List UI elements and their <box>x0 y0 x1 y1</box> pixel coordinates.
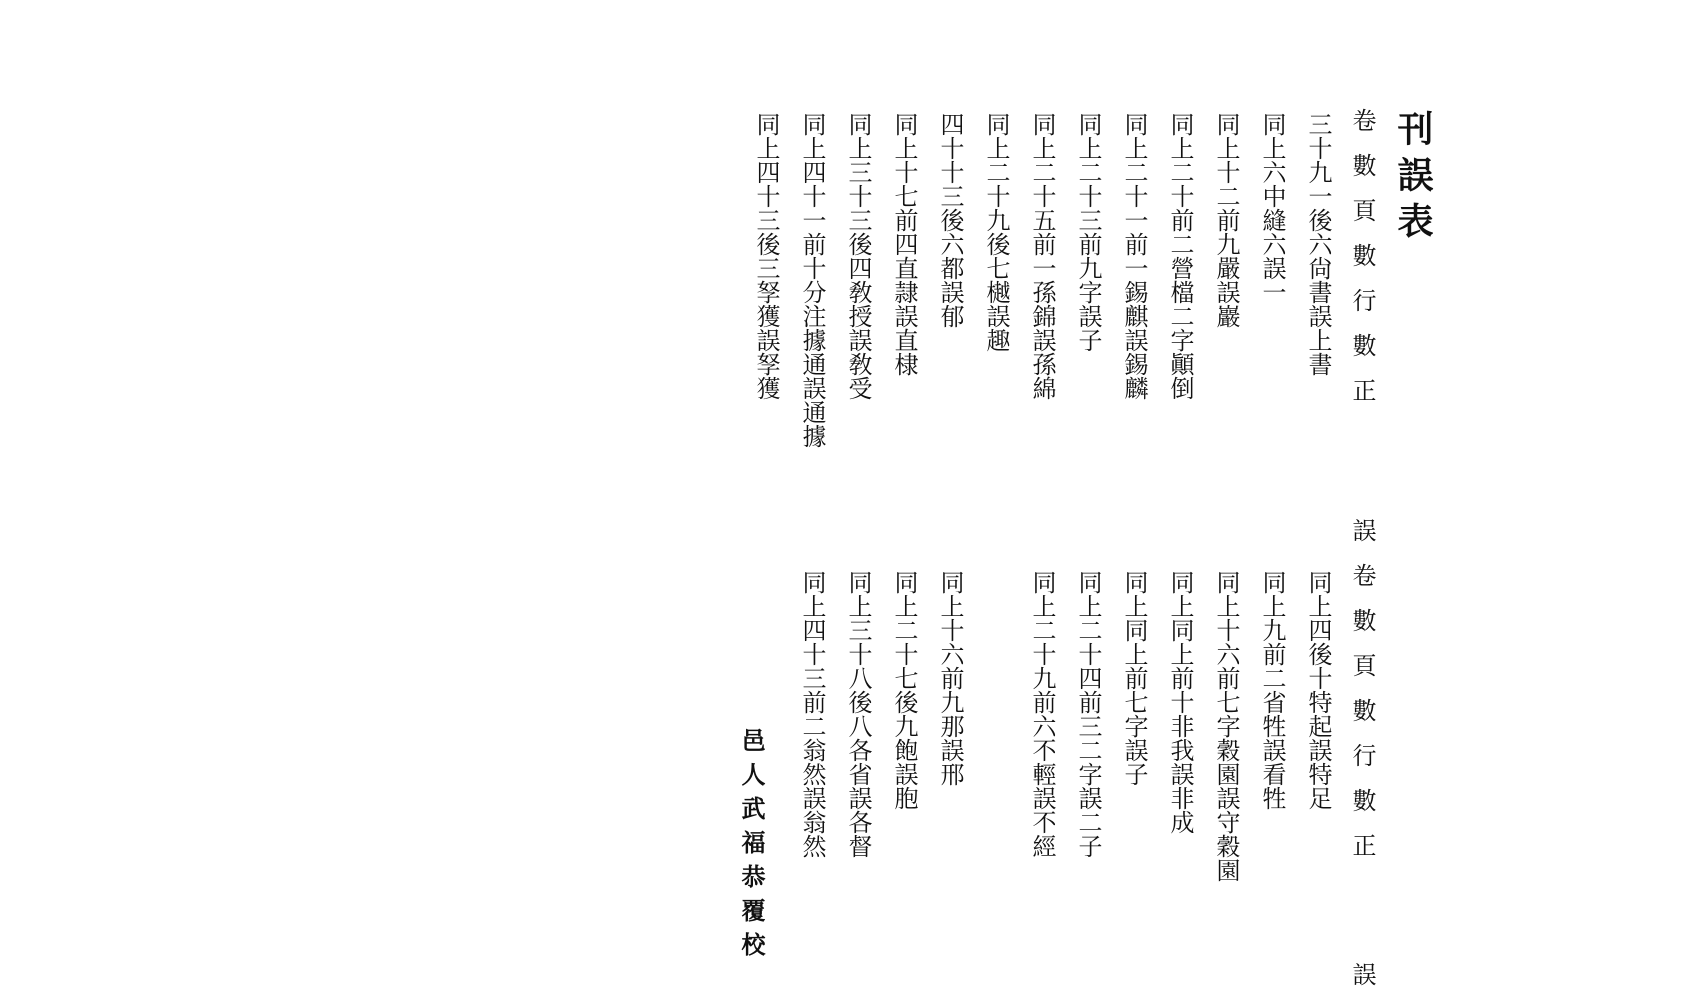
errata-row-top: 同上四十一前十分注據通誤通據 <box>798 112 826 448</box>
errata-row-top: 同上六中縫六誤一 <box>1258 112 1286 304</box>
header-tail: 誤 <box>1348 962 1376 1007</box>
errata-row-bottom: 同上二十七後九飽誤胞 <box>890 570 918 810</box>
errata-row-top: 同上三十三後四敎授誤敎受 <box>844 112 872 400</box>
errata-row-bottom: 同上二十四前三二字誤二子 <box>1074 570 1102 858</box>
errata-row-bottom: 同上九前二省牲誤看牲 <box>1258 570 1286 810</box>
errata-row-top: 同上二十九後七樾誤趣 <box>982 112 1010 352</box>
errata-row-top: 同上十二前九嚴誤巖 <box>1212 112 1240 328</box>
errata-row-top: 同上四十三後三孥獲誤孥獲 <box>752 112 780 400</box>
errata-row-top: 四十十三後六都誤郁 <box>936 112 964 328</box>
errata-row-bottom: 同上十六前九那誤邢 <box>936 570 964 786</box>
errata-row-bottom: 同上十六前七字穀園誤守穀園 <box>1212 570 1240 882</box>
errata-row-top: 三十九一後六尙書誤上書 <box>1304 112 1332 376</box>
errata-row-top: 同上二十一前一錫麒誤錫麟 <box>1120 112 1148 400</box>
errata-row-bottom: 同上二十九前六不輕誤不經 <box>1028 570 1056 858</box>
page-title: 刊誤表 <box>1392 110 1434 248</box>
errata-row-top: 同上二十三前九字誤子 <box>1074 112 1102 352</box>
errata-row-top: 同上二十五前一孫錦誤孫綿 <box>1028 112 1056 400</box>
errata-row-bottom: 同上四十三前二翁然誤翁然 <box>798 570 826 858</box>
errata-row-bottom: 同上同上前十非我誤非成 <box>1166 570 1194 834</box>
errata-row-top: 同上十七前四直隷誤直棣 <box>890 112 918 376</box>
errata-row-bottom: 同上同上前七字誤子 <box>1120 570 1148 786</box>
errata-row-bottom: 同上三十八後八各省誤各督 <box>844 570 872 858</box>
errata-row-bottom: 同上四後十特起誤特足 <box>1304 570 1332 810</box>
proofreader-signature: 邑人武福恭覆校 <box>737 728 766 966</box>
header-top: 卷數頁數行數正 <box>1348 108 1376 423</box>
errata-row-top: 同上二十前二營檔二字顚倒 <box>1166 112 1194 400</box>
header-bottom: 誤卷數頁數行數正 <box>1348 518 1376 878</box>
